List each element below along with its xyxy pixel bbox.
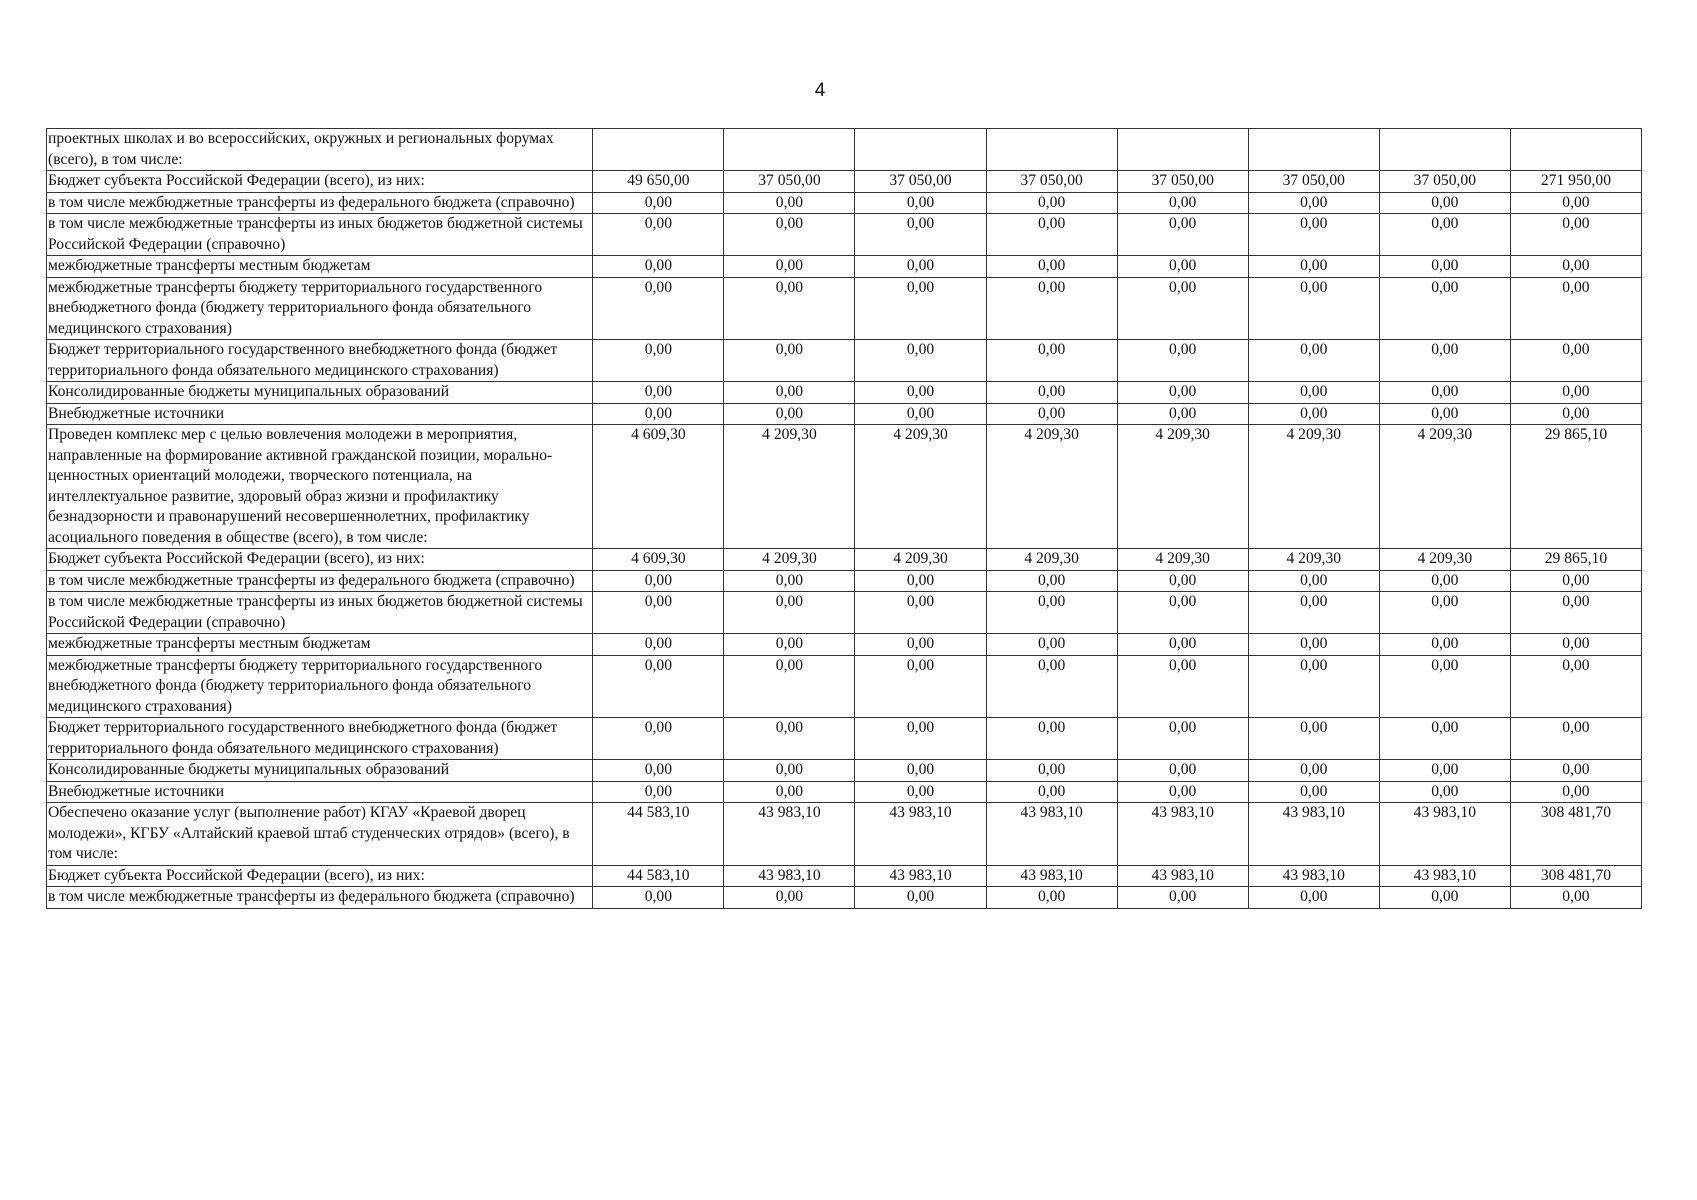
row-value-cell: 0,00 [986, 718, 1117, 760]
row-value-cell: 0,00 [1117, 277, 1248, 340]
row-value-cell: 0,00 [593, 570, 724, 592]
row-label: Бюджет субъекта Российской Федерации (всего), из них: [47, 549, 593, 571]
row-value-cell: 0,00 [1248, 214, 1379, 256]
row-value-cell: 4 209,30 [1379, 549, 1510, 571]
row-value-cell: 43 983,10 [855, 865, 986, 887]
row-value-cell: 0,00 [1248, 887, 1379, 909]
row-value-cell: 43 983,10 [724, 803, 855, 866]
table-row [47, 781, 1642, 803]
row-value-cell: 0,00 [1379, 192, 1510, 214]
row-value-cell: 0,00 [855, 192, 986, 214]
row-total-cell: 308 481,70 [1510, 865, 1641, 887]
row-value-cell: 0,00 [855, 655, 986, 718]
row-value-cell: 4 209,30 [1117, 425, 1248, 549]
row-value-cell: 0,00 [1379, 781, 1510, 803]
row-value-cell: 0,00 [724, 718, 855, 760]
row-total-cell: 0,00 [1510, 277, 1641, 340]
row-value-cell: 0,00 [593, 760, 724, 782]
row-value-cell: 0,00 [1248, 760, 1379, 782]
table-row [47, 192, 1642, 214]
row-value-cell: 0,00 [724, 214, 855, 256]
page-number: 4 [814, 80, 826, 101]
row-value-cell: 0,00 [1248, 192, 1379, 214]
row-total-cell: 271 950,00 [1510, 171, 1641, 193]
row-label: в том числе межбюджетные трансферты из иных бюджетов бюджетной системы Российской Федерации (справочно) [47, 592, 593, 634]
row-value-cell: 0,00 [1379, 760, 1510, 782]
row-value-cell: 0,00 [593, 781, 724, 803]
row-label: Бюджет субъекта Российской Федерации (всего), из них: [47, 171, 593, 193]
row-label: Бюджет территориального государственного внебюджетного фонда (бюджет территориального фонда обязательного медицинского страхования) [47, 718, 593, 760]
row-value-cell: 0,00 [986, 256, 1117, 278]
row-total-cell: 0,00 [1510, 214, 1641, 256]
row-value-cell: 0,00 [1379, 403, 1510, 425]
row-value-cell: 0,00 [1379, 214, 1510, 256]
row-total-cell: 0,00 [1510, 570, 1641, 592]
row-value-cell: 0,00 [855, 382, 986, 404]
row-value-cell: 0,00 [593, 382, 724, 404]
budget-table [46, 128, 1642, 909]
table-row [47, 570, 1642, 592]
row-total-cell: 0,00 [1510, 340, 1641, 382]
row-value-cell: 0,00 [724, 781, 855, 803]
table-row [47, 403, 1642, 425]
row-value-cell [1248, 129, 1379, 171]
row-value-cell: 37 050,00 [1379, 171, 1510, 193]
table-row [47, 549, 1642, 571]
row-value-cell: 4 209,30 [1248, 425, 1379, 549]
row-label: Проведен комплекс мер с целью вовлечения молодежи в мероприятия, направленные на формирование активной гражданской позиции, морально-ценностных ориентаций молодежи, творческого потенциала, на интеллектуальное развитие, здоровый образ жизни и профилактику безнадзорности и правонарушений несовершеннолетних, профилактику асоциального поведения в обществе (всего), в том числе: [47, 425, 593, 549]
row-value-cell: 0,00 [1117, 634, 1248, 656]
row-value-cell: 0,00 [986, 655, 1117, 718]
row-value-cell: 0,00 [593, 277, 724, 340]
row-label: в том числе межбюджетные трансферты из федерального бюджета (справочно) [47, 887, 593, 909]
row-value-cell: 37 050,00 [986, 171, 1117, 193]
row-value-cell: 0,00 [986, 277, 1117, 340]
row-value-cell: 0,00 [724, 192, 855, 214]
row-total-cell [1510, 129, 1641, 171]
table-row [47, 382, 1642, 404]
row-value-cell: 0,00 [855, 781, 986, 803]
row-value-cell: 0,00 [593, 718, 724, 760]
row-value-cell: 0,00 [1379, 718, 1510, 760]
table-row [47, 718, 1642, 760]
row-value-cell: 0,00 [1248, 340, 1379, 382]
row-total-cell: 308 481,70 [1510, 803, 1641, 866]
table-row [47, 214, 1642, 256]
table-row [47, 129, 1642, 171]
row-value-cell: 43 983,10 [1248, 865, 1379, 887]
row-value-cell: 0,00 [1117, 760, 1248, 782]
row-value-cell: 0,00 [855, 570, 986, 592]
row-total-cell: 0,00 [1510, 592, 1641, 634]
row-value-cell: 0,00 [724, 382, 855, 404]
row-label: Консолидированные бюджеты муниципальных образований [47, 760, 593, 782]
row-value-cell: 0,00 [855, 340, 986, 382]
row-value-cell: 4 209,30 [724, 425, 855, 549]
row-value-cell: 43 983,10 [855, 803, 986, 866]
row-value-cell: 0,00 [593, 403, 724, 425]
row-value-cell: 37 050,00 [724, 171, 855, 193]
table-row [47, 277, 1642, 340]
row-value-cell: 0,00 [986, 634, 1117, 656]
row-value-cell: 0,00 [724, 760, 855, 782]
row-value-cell: 0,00 [855, 256, 986, 278]
row-label: Консолидированные бюджеты муниципальных образований [47, 382, 593, 404]
row-value-cell: 4 609,30 [593, 425, 724, 549]
row-value-cell: 0,00 [724, 887, 855, 909]
row-value-cell: 0,00 [1248, 570, 1379, 592]
row-total-cell: 0,00 [1510, 887, 1641, 909]
row-value-cell: 0,00 [1379, 340, 1510, 382]
row-total-cell: 0,00 [1510, 382, 1641, 404]
row-value-cell: 0,00 [1248, 256, 1379, 278]
row-value-cell: 0,00 [986, 403, 1117, 425]
row-label: Внебюджетные источники [47, 403, 593, 425]
row-total-cell: 0,00 [1510, 256, 1641, 278]
row-value-cell: 0,00 [986, 570, 1117, 592]
row-value-cell: 4 209,30 [855, 425, 986, 549]
row-value-cell [724, 129, 855, 171]
row-label: межбюджетные трансферты бюджету территориального государственного внебюджетного фонда (бюджету территориального фонда обязательного медицинского страхования) [47, 277, 593, 340]
row-value-cell: 0,00 [1379, 887, 1510, 909]
row-value-cell: 0,00 [1117, 570, 1248, 592]
row-value-cell: 44 583,10 [593, 803, 724, 866]
row-value-cell [593, 129, 724, 171]
row-value-cell: 0,00 [986, 887, 1117, 909]
row-value-cell: 0,00 [986, 214, 1117, 256]
row-value-cell: 0,00 [1117, 655, 1248, 718]
table-row [47, 256, 1642, 278]
row-value-cell [855, 129, 986, 171]
row-value-cell [1117, 129, 1248, 171]
row-value-cell: 37 050,00 [855, 171, 986, 193]
row-value-cell: 43 983,10 [1379, 803, 1510, 866]
row-value-cell: 44 583,10 [593, 865, 724, 887]
row-value-cell: 0,00 [593, 256, 724, 278]
row-value-cell: 0,00 [855, 634, 986, 656]
row-value-cell: 0,00 [1379, 382, 1510, 404]
row-value-cell: 43 983,10 [1379, 865, 1510, 887]
row-label: в том числе межбюджетные трансферты из федерального бюджета (справочно) [47, 570, 593, 592]
row-value-cell: 37 050,00 [1117, 171, 1248, 193]
row-total-cell: 0,00 [1510, 192, 1641, 214]
table-row [47, 425, 1642, 549]
row-value-cell: 4 209,30 [1117, 549, 1248, 571]
row-value-cell: 0,00 [855, 214, 986, 256]
row-value-cell: 43 983,10 [1117, 803, 1248, 866]
row-value-cell: 0,00 [593, 655, 724, 718]
row-total-cell: 0,00 [1510, 403, 1641, 425]
table-row [47, 634, 1642, 656]
row-value-cell: 0,00 [986, 340, 1117, 382]
row-value-cell: 4 209,30 [986, 425, 1117, 549]
row-value-cell: 0,00 [1248, 277, 1379, 340]
row-total-cell: 0,00 [1510, 655, 1641, 718]
row-total-cell: 29 865,10 [1510, 549, 1641, 571]
row-value-cell: 0,00 [724, 277, 855, 340]
row-total-cell: 0,00 [1510, 781, 1641, 803]
table-row [47, 760, 1642, 782]
row-value-cell: 49 650,00 [593, 171, 724, 193]
row-value-cell: 0,00 [855, 718, 986, 760]
row-value-cell: 0,00 [855, 277, 986, 340]
row-value-cell [1379, 129, 1510, 171]
row-value-cell: 0,00 [986, 192, 1117, 214]
row-label: проектных школах и во всероссийских, окружных и региональных форумах (всего), в том числе: [47, 129, 593, 171]
row-value-cell: 0,00 [593, 192, 724, 214]
row-value-cell: 0,00 [1248, 592, 1379, 634]
row-value-cell: 0,00 [724, 256, 855, 278]
row-value-cell: 0,00 [986, 382, 1117, 404]
row-value-cell: 0,00 [593, 340, 724, 382]
row-value-cell: 43 983,10 [1117, 865, 1248, 887]
row-value-cell: 0,00 [855, 592, 986, 634]
row-value-cell: 0,00 [1117, 340, 1248, 382]
row-value-cell: 0,00 [1379, 655, 1510, 718]
row-value-cell: 0,00 [1117, 403, 1248, 425]
row-value-cell: 0,00 [1248, 634, 1379, 656]
row-value-cell: 0,00 [986, 760, 1117, 782]
row-value-cell: 4 209,30 [855, 549, 986, 571]
row-value-cell: 0,00 [1248, 781, 1379, 803]
row-value-cell: 0,00 [724, 340, 855, 382]
row-value-cell: 0,00 [1117, 256, 1248, 278]
row-label: Бюджет субъекта Российской Федерации (всего), из них: [47, 865, 593, 887]
row-total-cell: 29 865,10 [1510, 425, 1641, 549]
row-value-cell: 0,00 [1117, 192, 1248, 214]
row-value-cell: 0,00 [593, 887, 724, 909]
row-value-cell: 0,00 [724, 634, 855, 656]
row-value-cell: 0,00 [1117, 214, 1248, 256]
row-value-cell: 0,00 [724, 403, 855, 425]
row-value-cell: 0,00 [986, 781, 1117, 803]
row-value-cell: 0,00 [1379, 634, 1510, 656]
row-value-cell: 0,00 [986, 592, 1117, 634]
row-value-cell: 4 209,30 [1379, 425, 1510, 549]
row-value-cell: 0,00 [1248, 382, 1379, 404]
row-total-cell: 0,00 [1510, 760, 1641, 782]
row-value-cell: 0,00 [1379, 256, 1510, 278]
row-total-cell: 0,00 [1510, 718, 1641, 760]
row-value-cell: 0,00 [1117, 781, 1248, 803]
row-value-cell [986, 129, 1117, 171]
table-row [47, 171, 1642, 193]
row-value-cell: 43 983,10 [724, 865, 855, 887]
row-value-cell: 0,00 [1117, 887, 1248, 909]
row-value-cell: 0,00 [593, 592, 724, 634]
budget-table-body [47, 129, 1642, 909]
row-value-cell: 0,00 [1248, 403, 1379, 425]
table-row [47, 887, 1642, 909]
row-total-cell: 0,00 [1510, 634, 1641, 656]
row-value-cell: 0,00 [855, 887, 986, 909]
row-value-cell: 0,00 [724, 655, 855, 718]
row-value-cell: 0,00 [724, 592, 855, 634]
row-value-cell: 0,00 [855, 403, 986, 425]
row-value-cell: 0,00 [724, 570, 855, 592]
row-value-cell: 0,00 [855, 760, 986, 782]
row-value-cell: 4 609,30 [593, 549, 724, 571]
row-label: межбюджетные трансферты бюджету территориального государственного внебюджетного фонда (бюджету территориального фонда обязательного медицинского страхования) [47, 655, 593, 718]
table-row [47, 592, 1642, 634]
row-value-cell: 4 209,30 [724, 549, 855, 571]
row-value-cell: 0,00 [593, 214, 724, 256]
table-row [47, 865, 1642, 887]
row-value-cell: 0,00 [1248, 718, 1379, 760]
row-value-cell: 37 050,00 [1248, 171, 1379, 193]
row-value-cell: 0,00 [593, 634, 724, 656]
table-row [47, 655, 1642, 718]
row-value-cell: 4 209,30 [986, 549, 1117, 571]
row-value-cell: 43 983,10 [986, 865, 1117, 887]
row-value-cell: 0,00 [1117, 592, 1248, 634]
row-label: Обеспечено оказание услуг (выполнение работ) КГАУ «Краевой дворец молодежи», КГБУ «Алтайский краевой штаб студенческих отрядов» (всего), в том числе: [47, 803, 593, 866]
row-label: межбюджетные трансферты местным бюджетам [47, 634, 593, 656]
row-label: в том числе межбюджетные трансферты из иных бюджетов бюджетной системы Российской Федерации (справочно) [47, 214, 593, 256]
row-label: Внебюджетные источники [47, 781, 593, 803]
row-value-cell: 43 983,10 [986, 803, 1117, 866]
row-value-cell: 0,00 [1379, 592, 1510, 634]
row-value-cell: 0,00 [1379, 277, 1510, 340]
row-value-cell: 0,00 [1117, 382, 1248, 404]
table-row [47, 803, 1642, 866]
row-label: Бюджет территориального государственного внебюджетного фонда (бюджет территориального фонда обязательного медицинского страхования) [47, 340, 593, 382]
row-value-cell: 0,00 [1379, 570, 1510, 592]
table-row [47, 340, 1642, 382]
row-label: в том числе межбюджетные трансферты из федерального бюджета (справочно) [47, 192, 593, 214]
row-value-cell: 4 209,30 [1248, 549, 1379, 571]
row-label: межбюджетные трансферты местным бюджетам [47, 256, 593, 278]
row-value-cell: 0,00 [1248, 655, 1379, 718]
row-value-cell: 43 983,10 [1248, 803, 1379, 866]
row-value-cell: 0,00 [1117, 718, 1248, 760]
